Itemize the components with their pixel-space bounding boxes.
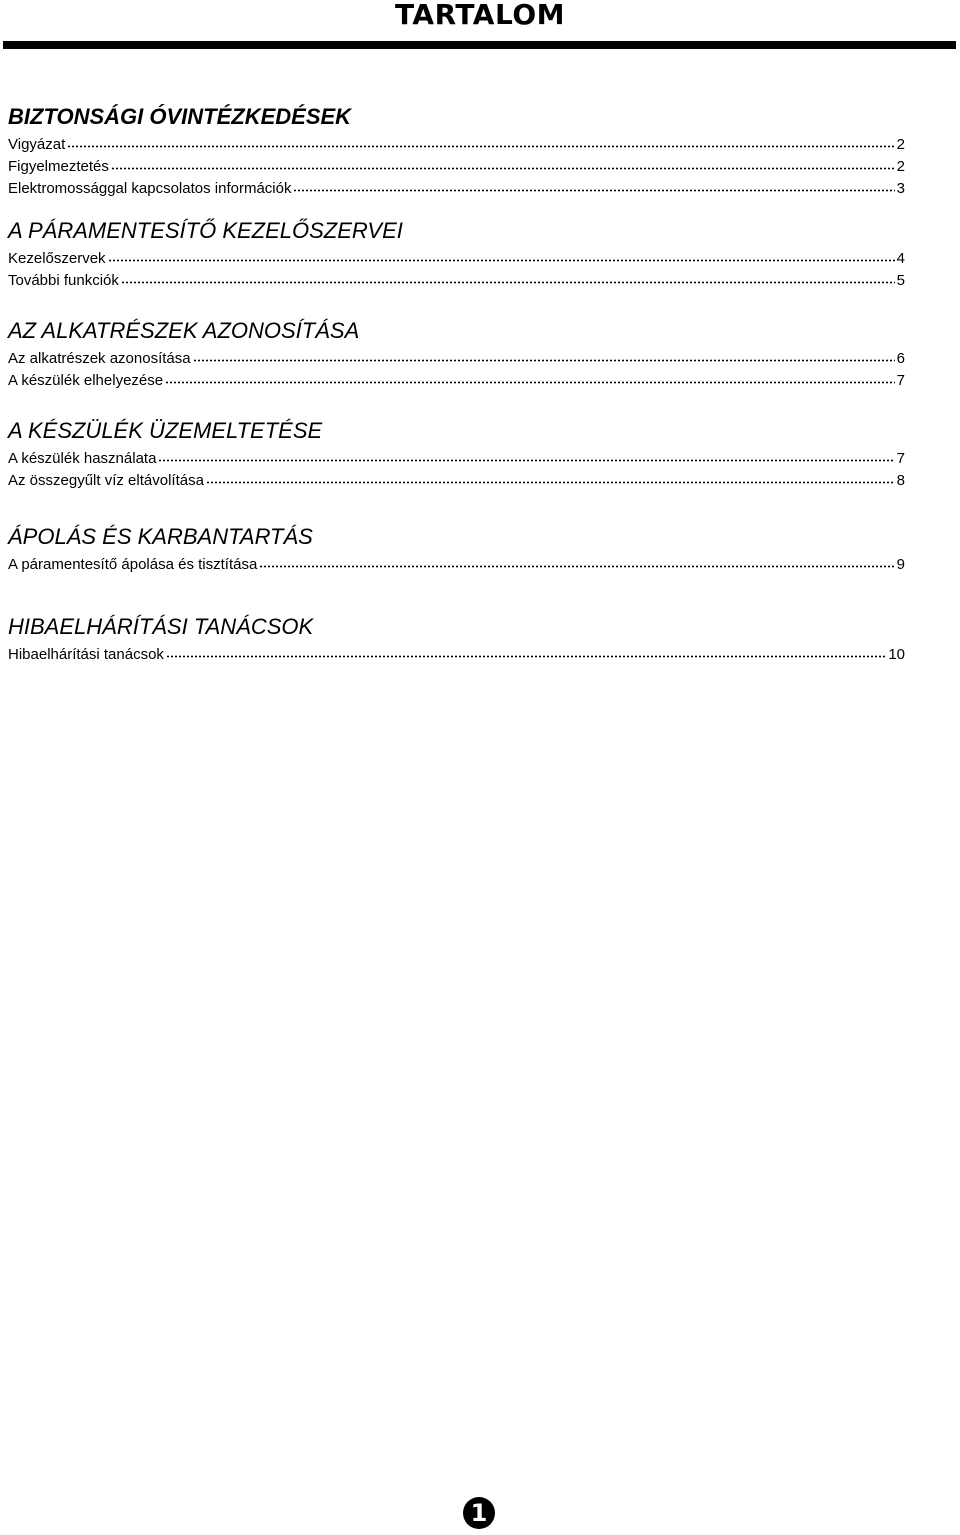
dot-leader: [206, 467, 895, 485]
entry-page-number: 9: [896, 556, 905, 573]
section-heading: AZ ALKATRÉSZEK AZONOSÍTÁSA: [8, 318, 360, 343]
entry-label: A készülék elhelyezése: [8, 372, 164, 389]
page-number-badge: 1: [463, 1497, 495, 1529]
dot-leader: [166, 641, 886, 659]
toc-entry[interactable]: [8, 131, 905, 153]
entry-page-number: 8: [896, 472, 905, 489]
toc-entry[interactable]: [8, 551, 905, 573]
section-heading: ÁPOLÁS ÉS KARBANTARTÁS: [8, 524, 313, 549]
dot-leader: [259, 551, 894, 569]
toc-section-parts: [8, 317, 905, 389]
entry-label: A páramentesítő ápolása és tisztítása: [8, 556, 258, 573]
entry-label: Az összegyűlt víz eltávolítása: [8, 472, 204, 489]
entry-page-number: 7: [896, 372, 905, 389]
toc-section-troubleshooting: [8, 613, 905, 663]
toc-entry[interactable]: [8, 345, 905, 367]
table-of-contents: [8, 103, 905, 663]
toc-section-safety: [8, 103, 905, 197]
entry-label: Figyelmeztetés: [8, 158, 109, 175]
toc-entry[interactable]: [8, 367, 905, 389]
entry-page-number: 7: [896, 450, 905, 467]
entry-page-number: 5: [896, 272, 905, 289]
section-heading: BIZTONSÁGI ÓVINTÉZKEDÉSEK: [8, 104, 352, 129]
section-heading: HIBAELHÁRÍTÁSI TANÁCSOK: [8, 614, 314, 639]
section-heading: A PÁRAMENTESÍTŐ KEZELŐSZERVEI: [8, 218, 403, 243]
toc-entry[interactable]: [8, 641, 905, 663]
toc-section-operation: [8, 417, 905, 489]
entry-label: A készülék használata: [8, 450, 157, 467]
dot-leader: [158, 445, 894, 463]
dot-leader: [165, 367, 895, 385]
toc-entry[interactable]: [8, 245, 905, 267]
page-title: TARTALOM: [394, 0, 565, 31]
dot-leader: [293, 175, 894, 193]
entry-label: További funkciók: [8, 272, 119, 289]
entry-page-number: 6: [896, 350, 905, 367]
toc-entry[interactable]: [8, 445, 905, 467]
dot-leader: [121, 267, 895, 285]
entry-label: Kezelőszervek: [8, 250, 106, 267]
entry-page-number: 2: [896, 158, 905, 175]
toc-section-maintenance: [8, 523, 905, 573]
entry-page-number: 3: [896, 180, 905, 197]
entry-label: Hibaelhárítási tanácsok: [8, 646, 164, 663]
dot-leader: [111, 153, 895, 171]
entry-label: Az alkatrészek azonosítása: [8, 350, 191, 367]
dot-leader: [193, 345, 895, 363]
toc-entry[interactable]: [8, 267, 905, 289]
toc-entry[interactable]: [8, 467, 905, 489]
entry-page-number: 4: [896, 250, 905, 267]
dot-leader: [67, 131, 894, 149]
entry-page-number: 2: [896, 136, 905, 153]
title-divider: [3, 41, 956, 49]
section-heading: A KÉSZÜLÉK ÜZEMELTETÉSE: [8, 418, 323, 443]
entry-label: Elektromossággal kapcsolatos információk: [8, 180, 292, 197]
toc-entry[interactable]: [8, 153, 905, 175]
entry-page-number: 10: [888, 646, 905, 663]
toc-entry[interactable]: [8, 175, 905, 197]
toc-section-controls: [8, 217, 905, 289]
entry-label: Vigyázat: [8, 136, 66, 153]
dot-leader: [108, 245, 895, 263]
